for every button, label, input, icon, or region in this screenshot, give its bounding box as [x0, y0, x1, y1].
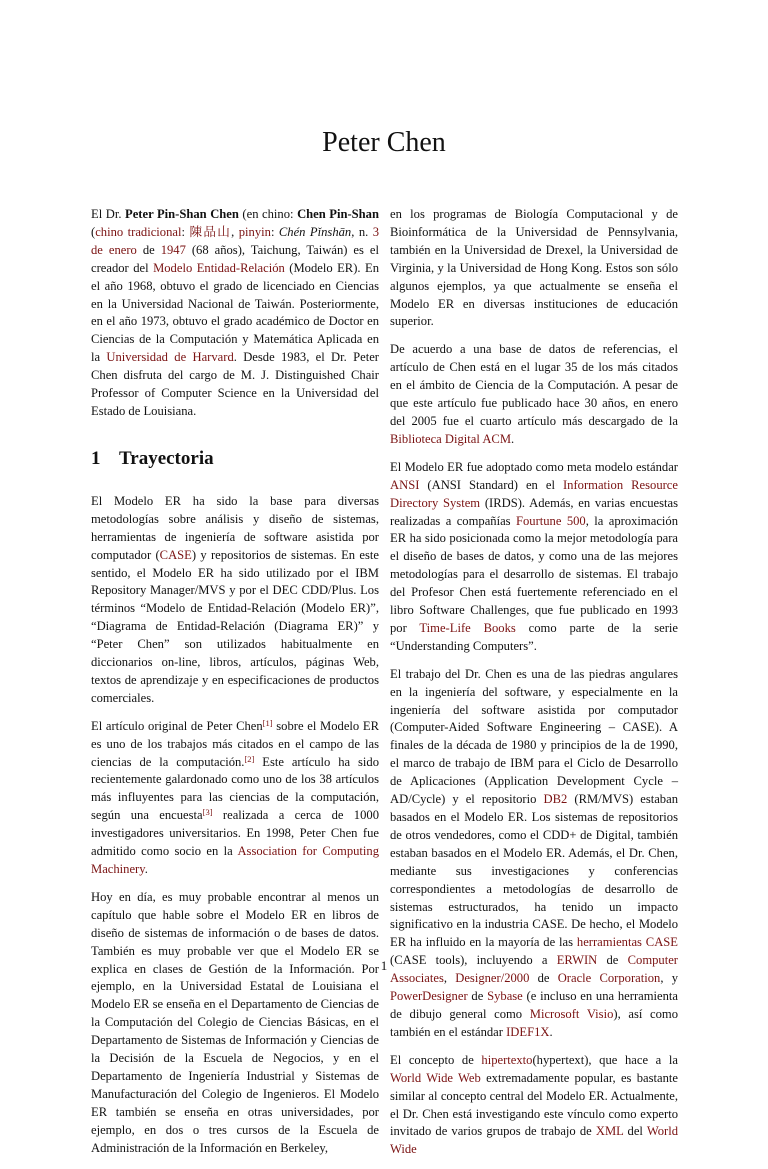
- paragraph: El Modelo ER ha sido la base para diversas metodologías sobre análisis y diseño de sistemas, herramientas de ingeniería de software asistida por computador (CASE) y repositorios de sistemas. En este sentido, el Modelo ER ha sido utilizado por el IBM Repository Manager/MVS y por el DEC CDD/Plus. Los términos “Modelo de Entidad-Relación (Modelo ER)”, “Diagrama de Entidad-Relación (Diagrama ER)” y “Peter Chen” son utilizados habitualmente en diccionarios on-line, libros, artículos, páginas Web, textos de aprendizaje y en especificaciones de productos comerciales.: [91, 493, 379, 705]
- link-db2[interactable]: DB2: [543, 792, 568, 807]
- link-fecha[interactable]: 3 de enero: [91, 224, 380, 257]
- link-modelo-er[interactable]: Modelo Entidad-Relación: [153, 260, 285, 275]
- link-ansi[interactable]: ANSI: [390, 477, 420, 492]
- link-acm-association[interactable]: Association for Computing Machinery: [91, 844, 380, 876]
- link-computer-associates[interactable]: Computer Associates: [390, 953, 678, 986]
- link-powerdesigner[interactable]: PowerDesigner: [390, 989, 468, 1004]
- section-heading: [91, 447, 379, 471]
- link-visio[interactable]: Microsoft Visio: [529, 1006, 614, 1021]
- paragraph: De acuerdo a una base de datos de referencias, el artículo de Chen está en el lugar 35 de los más citados en el ámbito de Ciencia de la Computación. A pesar de que este artículo fue publicado hace 30 años, en enero del 2005 fue el cuarto artículo más descargado de la Biblioteca Digital ACM.: [390, 342, 678, 446]
- paragraph: Hoy en día, es muy probable encontrar al menos un capítulo que hable sobre el Modelo ER en libros de diseño de sistemas de información o de bases de datos. También es muy probable ver que el Modelo ER se explica en clases de Gestión de la Información. Por ejemplo, en la Universidad Estatal de Louisiana el Modelo ER se enseña en el Departamento de Ciencias de la Computación del Colegio de Ciencias Básicas, en el Departamento de Sistemas de Información y Ciencias de la Decisión de la Escuela de Negocios, y en el Departamento de Ingeniería Industrial y Sistemas de Manufacturación del Colegio de Ingenieros. El Modelo ER también se enseña en otras universidades, por ejemplo, en dos o tres cursos de la Escuela de Administración de la Información en Berkeley,: [91, 889, 379, 1155]
- pinyin-name: Chén Pǐnshān: [278, 224, 352, 239]
- link-hipertexto[interactable]: hipertexto: [481, 1052, 533, 1067]
- link-erwin[interactable]: ERWIN: [556, 953, 598, 968]
- intro-paragraph: El Dr. Peter Pin-Shan Chen (en chino: Chen Pin-Shan (chino tradicional: 陳品山, pinyin: Chén Pǐnshān, n. 3 de enero de 1947 (68 años), Taichung, Taiwán) es el creador del Modelo Entidad-Relación (Modelo ER). En el año 1968, obtuvo el grado de licenciado en Ciencias en la Universidad Nacional de Taiwán. Posteriormente, en el año 1973, obtuvo el grado académico de Doctor en Ciencias de la Computación y Matemática Aplicada en la Universidad de Harvard. Desde 1983, el Dr. Peter Chen disfruta del cargo de M. J. Distinguished Chair Professor of Computer Science en la Universidad del Estado de Louisiana.: [91, 207, 380, 418]
- link-designer2000[interactable]: Designer/2000: [455, 971, 530, 986]
- link-chinese-characters[interactable]: 陳品山: [189, 224, 232, 239]
- link-sybase[interactable]: Sybase: [487, 989, 523, 1004]
- link-harvard[interactable]: Universidad de Harvard: [106, 350, 234, 365]
- link-herramientas-case[interactable]: herramientas CASE: [576, 935, 678, 950]
- link-www-continued[interactable]: World Wide: [390, 1124, 678, 1157]
- link-timelife[interactable]: Time-Life Books: [419, 620, 516, 635]
- section-number: 1: [91, 447, 101, 469]
- reference-link[interactable]: [1]: [262, 717, 273, 728]
- page-title: Peter Chen: [322, 126, 446, 158]
- paragraph: El trabajo del Dr. Chen es una de las piedras angulares en la ingeniería del software, y especialmente en la ingeniería del software asistida por computador (Computer-Aided Software Engineering – CASE). A finales de la década de 1980 y principios de la de 1990, el marco de trabajo de IBM para el Ciclo de Desarrollo de Aplicaciones (Application Development Cycle – AD/Cycle) y el repositorio DB2 (RM/MVS) estaban basados en el Modelo ER. Los sistemas de repositorios de otros vendedores, como el CDD+ de Digital, también estaban basados en el Modelo ER. Además, el Dr. Chen, mediante sus investigaciones y conferencias correspondientes a metodologías de desarrollo de sistemas estructurados, ha tenido un impacto significativo en la industria CASE. De hecho, el Modelo ER ha influido en la mayoría de las herramientas CASE (CASE tools), incluyendo a ERWIN de Computer Associates, Designer/2000 de Oracle Corporation, y PowerDesigner de Sybase (e incluso en una herramienta de dibujo general como Microsoft Visio), así como también en el estándar IDEF1X.: [390, 666, 679, 1039]
- link-irds[interactable]: Information Resource Directory System: [390, 477, 678, 510]
- paragraph: El Modelo ER fue adoptado como meta modelo estándar ANSI (ANSI Standard) en el Information Resource Directory System (IRDS). Además, en varias encuestas realizadas a compañías Fourtune 500, la aproximación ER ha sido posicionada como la mejor metodología para el diseño de bases de datos, y como una de las mejores metodologías para el desarrollo de sistemas. El trabajo del Profesor Chen está fuertemente referenciado en el libro Software Challenges, que fue publicado en 1993 por Time-Life Books como parte de la serie “Understanding Computers”.: [390, 459, 678, 653]
- paragraph: El artículo original de Peter Chen[1] sobre el Modelo ER es uno de los trabajos más citados en el campo de las ciencias de la computación.[2] Este artículo ha sido recientemente galardonado como uno de los 38 artículos más influyentes para las ciencias de la computación, según una encuesta[3] realizada a cerca de 1000 investigadores universitarios. En 1998, Peter Chen fue admitido como socio en la Association for Computing Machinery.: [91, 717, 380, 876]
- link-case[interactable]: CASE: [159, 547, 192, 562]
- left-column: [91, 206, 379, 1168]
- link-oracle[interactable]: Oracle Corporation: [557, 971, 661, 986]
- person-name: Peter Pin-Shan Chen: [125, 207, 239, 221]
- link-idef1x[interactable]: IDEF1X: [506, 1024, 550, 1039]
- paragraph: El concepto de hipertexto(hypertext), que hace a la World Wide Web extremadamente popular, es bastante similar al concepto central del Modelo ER. Actualmente, el Dr. Chen está investigando este vínculo como experto invitado de varios grupos de trabajo de XML del World Wide: [390, 1052, 678, 1157]
- link-fourtune[interactable]: Fourtune 500: [515, 513, 586, 528]
- section-title: Trayectoria: [119, 447, 214, 469]
- reference-link[interactable]: [2]: [244, 753, 255, 764]
- link-www[interactable]: World Wide Web: [390, 1070, 481, 1085]
- link-anio[interactable]: 1947: [160, 242, 186, 257]
- right-column: [390, 206, 678, 1169]
- page-number: 1: [380, 958, 388, 973]
- chinese-name: Chen Pin-Shan: [297, 207, 379, 221]
- link-biblioteca-acm[interactable]: Biblioteca Digital ACM: [390, 431, 512, 446]
- link-pinyin[interactable]: pinyin: [238, 224, 271, 239]
- link-xml[interactable]: XML: [595, 1124, 624, 1139]
- paragraph: en los programas de Biología Computacional y de Bioinformática de la Universidad de Pennsylvania, también en la Universidad de Drexel, la Universidad de Virginia, y la Universidad de Hong Kong. Estos son sólo algunos ejemplos, ya que actualmente se enseña el Modelo ER en diversas instituciones de educación superior.: [390, 207, 678, 329]
- reference-link[interactable]: [3]: [202, 807, 213, 818]
- link-chino-tradicional[interactable]: chino tradicional: [95, 224, 182, 239]
